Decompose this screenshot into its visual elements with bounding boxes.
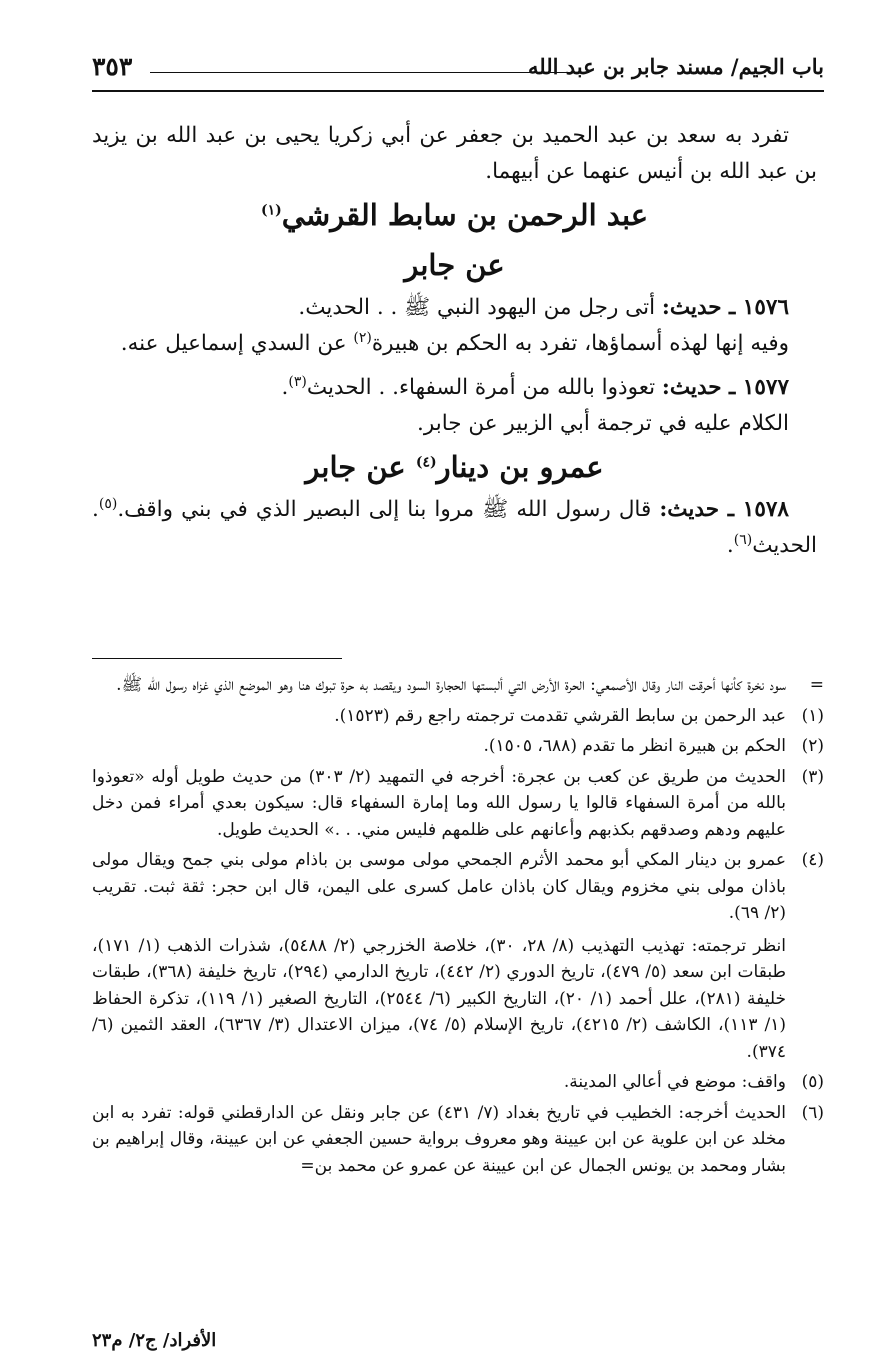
footnotes	[92, 672, 824, 1183]
hadith-text: . الحديث	[92, 497, 817, 558]
footnote-2	[92, 733, 824, 760]
hadith-text: أتى رجل من اليهود النبي ﷺ . . الحديث.	[298, 295, 656, 320]
section-subheading: عن جابر	[404, 248, 505, 282]
hadith-number: ١٥٧٦ ـ حديث:	[661, 295, 789, 320]
footnote-text: الحكم بن هبيرة انظر ما تقدم (٦٨٨، ١٥٠٥).	[483, 736, 786, 756]
footnote-marker: =	[809, 675, 824, 695]
heading-name: عن جابر	[305, 450, 406, 484]
footnote-ref-1: (١)	[260, 202, 282, 219]
note-text: عن السدي إسماعيل عنه.	[120, 331, 347, 356]
heading-name: عمرو بن دينار	[436, 450, 604, 484]
note-text: وفيه إنها لهذه أسماؤها، تفرد به الحكم بن هبيرة	[371, 331, 789, 356]
footnote-marker: (١)	[801, 705, 824, 726]
hadith-text: قال رسول الله ﷺ مروا بنا إلى البصير الذي في بني واقف.	[117, 497, 652, 522]
footnote-marker: (٥)	[801, 1072, 824, 1092]
footnote-5	[92, 1069, 824, 1096]
punctuation: .	[281, 375, 289, 400]
hadith-1576-note	[92, 326, 817, 362]
hadith-number: ١٥٧٨ ـ حديث:	[659, 497, 789, 522]
footnote-marker: (٦)	[801, 1102, 824, 1123]
footnote-text: الحديث أخرجه: الخطيب في تاريخ بغداد (٧/ ٤٣١) عن جابر ونقل عن الدارقطني قوله: تفرد به ابن مخلد عن ابن علوية عن ابن عيينة وهو معروف برواية حسين الجعفي عن ابن عيينة، وقال إبراهيم بن بشار ومحمد بن يونس الجمال عن ابن عيينة عن عمرو عن محمد بن=	[92, 1102, 786, 1176]
running-header	[92, 52, 824, 88]
footnote-text: عبد الرحمن بن سابط القرشي تقدمت ترجمته راجع رقم (١٥٢٣).	[334, 705, 786, 726]
heading-name: عبد الرحمن بن سابط القرشي	[281, 198, 649, 232]
footnote-4	[92, 847, 824, 1065]
section-heading-amr	[92, 442, 817, 492]
footnote-ref-3: (٣)	[288, 373, 307, 390]
punctuation: .	[726, 533, 734, 558]
footnote-marker: (٤)	[801, 850, 824, 870]
footnote-6	[92, 1100, 824, 1180]
footnote-ref-2: (٢)	[353, 329, 372, 346]
chapter-title: باب الجيم/ مسند جابر بن عبد الله	[528, 54, 824, 79]
hadith-1576	[92, 290, 817, 326]
footnote-text: سود نخرة كأنها أحرقت النار وقال الأصمعي: الحرة الأرض التي ألبستها الحجارة السود ويقصد به حرة تبوك هنا وهو الموضع الذي غزاه رسول الله ﷺ.	[116, 675, 786, 695]
header-dash-line	[150, 72, 589, 73]
hadith-text: تعوذوا بالله من أمرة السفهاء. . الحديث	[306, 375, 656, 400]
hadith-1577	[92, 370, 817, 406]
hadith-1577-note: الكلام عليه في ترجمة أبي الزبير عن جابر.	[417, 411, 789, 436]
footnote-marker: (٢)	[801, 736, 824, 756]
footnote-text: واقف: موضع في أعالي المدينة.	[563, 1072, 786, 1092]
intro-paragraph: تفرد به سعد بن عبد الحميد بن جعفر عن أبي زكريا يحيى بن عبد الله بن يزيد بن عبد الله بن أنيس عنهما عن أبيهما.	[92, 123, 817, 184]
hadith-number: ١٥٧٧ ـ حديث:	[661, 375, 789, 400]
footnote-continuation	[92, 672, 824, 699]
footnote-ref-5: (٥)	[98, 495, 118, 512]
main-text	[92, 118, 817, 564]
section-heading-abdulrahman	[92, 190, 817, 240]
footnote-ref-6: (٦)	[733, 531, 753, 548]
footnote-text: عمرو بن دينار المكي أبو محمد الأثرم الجمحي مولى موسى بن باذام مولى بني جمح ويقال مولى باذان مولى بني مخزوم ويقال كان باذان عامل كسرى على اليمن، قال ابن حجر: ثقة ثبت. تقريب (٢/ ٦٩).	[92, 850, 786, 923]
page-number: ٣٥٣	[92, 52, 133, 81]
hadith-1578	[92, 492, 817, 564]
footnote-3	[92, 764, 824, 844]
footnote-marker: (٣)	[801, 766, 824, 787]
footnote-1	[92, 703, 824, 730]
footnote-separator	[92, 658, 342, 659]
footnote-references: انظر ترجمته: تهذيب التهذيب (٨/ ٢٨، ٣٠)، خلاصة الخزرجي (٢/ ٥٤٨٨)، شذرات الذهب (١/ ١٧١)، طبقات ابن سعد (٥/ ٤٧٩)، تاريخ الدوري (٢/ ٤٤٢)، تاريخ الدارمي (٢٩٤)، تاريخ خليفة (٣٦٨)، طبقات خليفة (٢٨١)، علل أحمد (١/ ٢٠)، التاريخ الكبير (٦/ ٢٥٤٤)، التاريخ الصغير (١/ ١١٩)، تذكرة الحفاظ (١/ ١١٣)، الكاشف (٢/ ٤٢١٥)، تاريخ الإسلام (٥/ ٧٤)، ميزان الاعتدال (٣/ ٦٣٦٧)، العقد الثمين (٦/ ٣٧٤).	[92, 935, 787, 1062]
footnote-ref-4: (٤)	[415, 454, 437, 471]
header-rule	[92, 90, 824, 92]
signature-mark: الأفراد/ ج٢/ م٢٣	[92, 1330, 217, 1351]
footnote-text: الحديث من طريق عن كعب بن عجرة: أخرجه في التمهيد (٢/ ٣٠٣) من حديث طويل أوله «تعوذوا بالله من أمرة السفهاء قالوا يا رسول الله وما إمارة السفهاء قال: سيكون بعدي أمراء فمن دخل عليهم ودهم وصدقهم بكذبهم وأعانهم على ظلمهم فليس مني. . .» الحديث طويل.	[92, 766, 786, 840]
